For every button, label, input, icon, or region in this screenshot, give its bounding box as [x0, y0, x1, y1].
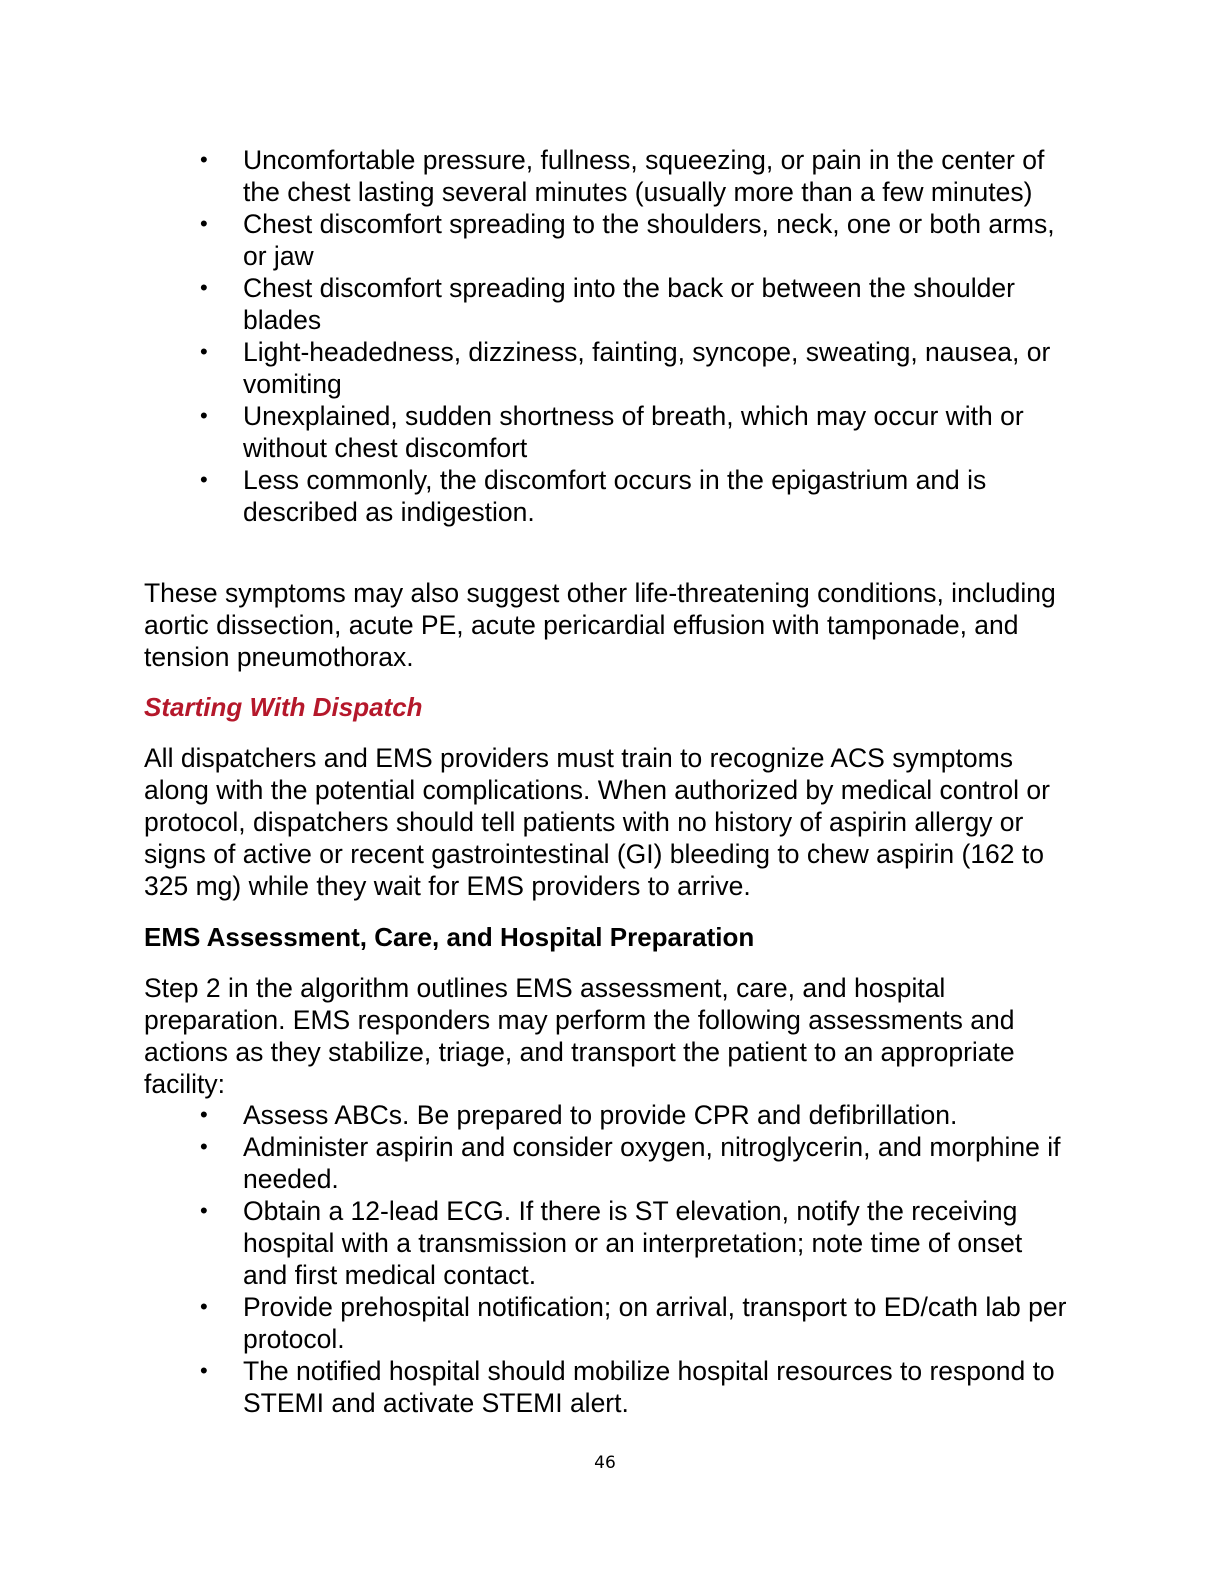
bullet-icon: •	[200, 147, 208, 172]
dispatch-paragraph: All dispatchers and EMS providers must train to recognize ACS symptoms along with the potential complications. When authorized by medical control or protocol, dispatchers should tell patients with no history of aspirin allergy or signs of active or recent gastrointestinal (GI) bleeding to chew aspirin (162 to 325 mg) while they wait for EMS providers to arrive.	[144, 743, 1050, 901]
bullet-icon: •	[200, 403, 208, 428]
bullet-icon: •	[200, 1294, 208, 1319]
list-item: • Uncomfortable pressure, fullness, squeezing, or pain in the center of the chest lasting several minutes (usually more than a few minutes)	[200, 145, 1045, 207]
section-heading-ems: EMS Assessment, Care, and Hospital Preparation	[144, 922, 755, 952]
bullet-icon: •	[200, 1102, 208, 1127]
page-number: 46	[594, 1453, 616, 1473]
list-item: • The notified hospital should mobilize hospital resources to respond to STEMI and activate STEMI alert.	[200, 1356, 1055, 1418]
bullet-icon: •	[200, 339, 208, 364]
bullet-icon: •	[200, 211, 208, 236]
ems-actions-list	[0, 1099, 1220, 1419]
list-item: • Unexplained, sudden shortness of breath, which may occur with or without chest discomfort	[200, 401, 1024, 463]
list-item: • Less commonly, the discomfort occurs in the epigastrium and is described as indigestion.	[200, 465, 987, 527]
list-item: • Assess ABCs. Be prepared to provide CPR and defibrillation.	[200, 1100, 958, 1130]
bullet-icon: •	[200, 275, 208, 300]
list-item: • Administer aspirin and consider oxygen, nitroglycerin, and morphine if needed.	[200, 1132, 1061, 1194]
list-item: • Provide prehospital notification; on arrival, transport to ED/cath lab per protocol.	[200, 1292, 1067, 1354]
list-item: • Chest discomfort spreading to the shoulders, neck, one or both arms, or jaw	[200, 209, 1055, 271]
list-item: • Obtain a 12-lead ECG. If there is ST elevation, notify the receiving hospital with a transmission or an interpretation; note time of onset and first medical contact.	[200, 1196, 1023, 1290]
bullet-icon: •	[200, 1134, 208, 1159]
section-heading-dispatch: Starting With Dispatch	[144, 692, 423, 722]
bullet-icon: •	[200, 1198, 208, 1223]
ems-intro-paragraph: Step 2 in the algorithm outlines EMS assessment, care, and hospital preparation. EMS responders may perform the following assessments and actions as they stabilize, triage, and transport the patient to an appropriate facility:	[144, 973, 1015, 1099]
symptoms-note: These symptoms may also suggest other life-threatening conditions, including aortic dissection, acute PE, acute pericardial effusion with tamponade, and tension pneumothorax.	[144, 578, 1056, 672]
list-item: • Chest discomfort spreading into the back or between the shoulder blades	[200, 273, 1015, 335]
bullet-icon: •	[200, 467, 208, 492]
list-item: • Light-headedness, dizziness, fainting, syncope, sweating, nausea, or vomiting	[200, 337, 1051, 399]
bullet-icon: •	[200, 1358, 208, 1383]
symptoms-list	[0, 144, 1220, 528]
